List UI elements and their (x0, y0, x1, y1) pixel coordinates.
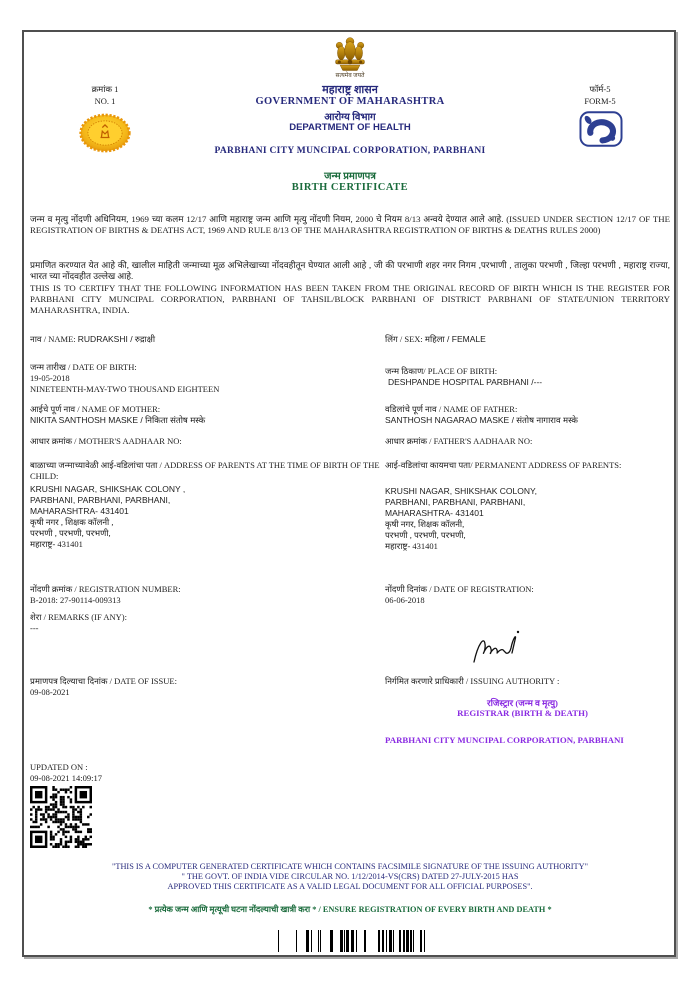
birth-address-block (30, 484, 185, 550)
remarks-value: --- (30, 623, 39, 633)
father-name-value: SANTHOSH NAGARAO MASKE / संतोष नागाराव मस्के (385, 415, 578, 425)
registration-number-value: B-2018: 27-90114-009313 (30, 595, 121, 605)
address-line: KRUSHI NAGAR, SHIKSHAK COLONY , (30, 484, 186, 494)
ensure-registration-line: * प्रत्येक जन्म आणि मृत्यूची घटना नोंदल्याची खात्री करा * / ENSURE REGISTRATION OF EVERY BIRTH AND DEATH * (148, 905, 552, 914)
dob-label: जन्म तारीख / DATE OF BIRTH: (30, 362, 137, 372)
act-paragraph: जन्म व मृत्यु नोंदणी अधिनियम, 1969 च्या कलम 12/17 आणि महाराष्ट्र जन्म आणि मृत्यु नोंदणी नियम, 2000 चे नियम 8/13 अन्वये देण्यात आले आहे. (ISSUED UNDER SECTION 12/17 OF THE REGISTRATION OF BIRTHS & DEATHS ACT, 1969 AND RULE 8/13 OF THE MAHARASHTRA REGISTRATION OF BIRTHS & DEATHS RULES 2000) (30, 214, 670, 235)
sex-label: लिंग / SEX: (385, 334, 423, 344)
certificate-title-en: BIRTH CERTIFICATE (291, 182, 409, 193)
updated-on-label: UPDATED ON : (30, 762, 88, 772)
government-title-mr: महाराष्ट्र शासन (322, 84, 378, 96)
issuing-corporation: PARBHANI CITY MUNCIPAL CORPORATION, PARBHANI (385, 735, 624, 745)
name-label: नाव / NAME: (30, 334, 76, 344)
father-aadhaar-label: आधार क्रमांक / FATHER'S AADHAAR NO: (385, 436, 533, 446)
pob-value: DESHPANDE HOSPITAL PARBHANI /--- (388, 377, 543, 387)
registrar-title-en: REGISTRAR (BIRTH & DEATH) (457, 708, 588, 718)
permanent-address-label: आई-वडिलांचा कायमचा पता/ PERMANENT ADDRESS OF PARENTS: (385, 460, 622, 470)
issue-date-label: प्रमाणपत्र दिल्याचा दिनांक / DATE OF ISSUE: (30, 676, 177, 686)
address-line: PARBHANI, PARBHANI, PARBHANI, (30, 495, 171, 505)
certificate-title-mr: जन्म प्रमाणपत्र (324, 171, 376, 182)
serial-number-en: NO. 1 (94, 96, 116, 106)
form-number-en: FORM-5 (584, 96, 616, 106)
name-field (30, 334, 155, 345)
registrar-title-mr: रजिस्ट्रार (जन्म व मृत्यु) (487, 698, 558, 708)
disclaimer-line-1: "THIS IS A COMPUTER GENERATED CERTIFICATE WHICH CONTAINS FACSIMILE SIGNATURE OF THE ISSUING AUTHORITY" (111, 862, 588, 871)
sex-value: महिला / FEMALE (424, 334, 486, 344)
mother-name-label: आईचे पूर्ण नाव / NAME OF MOTHER: (30, 404, 161, 414)
signature (468, 624, 530, 668)
certify-paragraph-mr: प्रमाणित करण्यात येत आहे की, खालील माहिती जन्माच्या मूळ अभिलेखाच्या नोंदवहीतून घेण्यात आली आहे , जी की परभाणी शहर नगर निगम ,परभाणी , तालुका परभणी , जिल्हा परभणी , महाराष्ट्र राज्या, भारत च्या नोंदवहीत उल्लेख आहे. (30, 260, 670, 281)
disclaimer-line-3: APPROVED THIS CERTIFICATE AS A VALID LEGAL DOCUMENT FOR ALL OFFICIAL PURPOSES". (167, 882, 533, 891)
barcode (262, 930, 440, 952)
serial-number-mr: क्रमांक 1 (91, 84, 119, 94)
qr-code (30, 786, 92, 848)
name-value: RUDRAKSHI / रुद्राक्षी (77, 334, 156, 344)
registration-date-value: 06-06-2018 (385, 595, 425, 605)
dob-value: 19-05-2018 (30, 373, 70, 383)
address-line: KRUSHI NAGAR, SHIKSHAK COLONY, (385, 486, 537, 496)
department-title-en: DEPARTMENT OF HEALTH (289, 122, 411, 133)
corporation-title: PARBHANI CITY MUNCIPAL CORPORATION, PARBHANI (214, 146, 486, 156)
issue-date-value: 09-08-2021 (30, 687, 70, 697)
registration-number-label: नोंदणी क्रमांक / REGISTRATION NUMBER: (30, 584, 181, 594)
emblem-of-india-icon (327, 34, 373, 72)
father-name-label: वडिलांचे पूर्ण नाव / NAME OF FATHER: (385, 404, 518, 414)
updated-on-value: 09-08-2021 14:09:17 (30, 773, 103, 783)
address-line: परभणी , परभणी, परभणी, (30, 528, 111, 538)
address-line: महाराष्ट्र- 431401 (30, 539, 83, 549)
permanent-address-block (385, 486, 537, 552)
address-line: MAHARASHTRA- 431401 (30, 506, 129, 516)
birth-address-label: बाळाच्या जन्माच्यावेळी आई-वडिलांचा पता / ADDRESS OF PARENTS AT THE TIME OF BIRTH OF THE CHILD: (30, 460, 380, 481)
disclaimer-line-2: " THE GOVT. OF INDIA VIDE CIRCULAR NO. 1/12/2014-VS(CRS) DATED 27-JULY-2015 HAS (181, 872, 519, 881)
government-title-en: GOVERNMENT OF MAHARASHTRA (255, 96, 445, 107)
registration-date-label: नोंदणी दिनांक / DATE OF REGISTRATION: (385, 584, 534, 594)
pob-label: जन्म ठिकाण/ PLACE OF BIRTH: (385, 366, 498, 376)
dob-words: NINETEENTH-MAY-TWO THOUSAND EIGHTEEN (30, 384, 220, 394)
address-line: कृषी नगर , शिक्षक कॉलनी , (30, 517, 114, 527)
sex-field (385, 334, 486, 345)
address-line: MAHARASHTRA- 431401 (385, 508, 484, 518)
department-title-mr: आरोग्य विभाग (324, 112, 376, 123)
remarks-label: शेरा / REMARKS (IF ANY): (30, 612, 127, 622)
address-line: परभणी , परभणी, परभणी, (385, 530, 466, 540)
address-line: कृषी नगर, शिक्षक कॉलनी, (385, 519, 465, 529)
mother-aadhaar-label: आधार क्रमांक / MOTHER'S AADHAAR NO: (30, 436, 182, 446)
address-line: PARBHANI, PARBHANI, PARBHANI, (385, 497, 526, 507)
certify-paragraph-en: THIS IS TO CERTIFY THAT THE FOLLOWING INFORMATION HAS BEEN TAKEN FROM THE ORIGINAL RECORD OF BIRTH WHICH IS THE REGISTER FOR PARBHANI CITY MUNCIPAL CORPORATION, PARBHANI OF TAHSIL/BLOCK PARBHANI OF DISTRICT PARBHANI OF STATE/UNION TERRITORY MAHARASHTRA, INDIA. (30, 283, 670, 315)
form-number-mr: फॉर्म-5 (589, 84, 611, 94)
issuing-authority-label: निर्गमित करणारे प्राधिकारी / ISSUING AUTHORITY : (385, 676, 560, 686)
motto-text: सत्यमेव जयते (335, 73, 365, 79)
mother-name-value: NIKITA SANTHOSH MASKE / निकिता संतोष मस्के (30, 415, 206, 425)
address-line: महाराष्ट्र- 431401 (385, 541, 438, 551)
